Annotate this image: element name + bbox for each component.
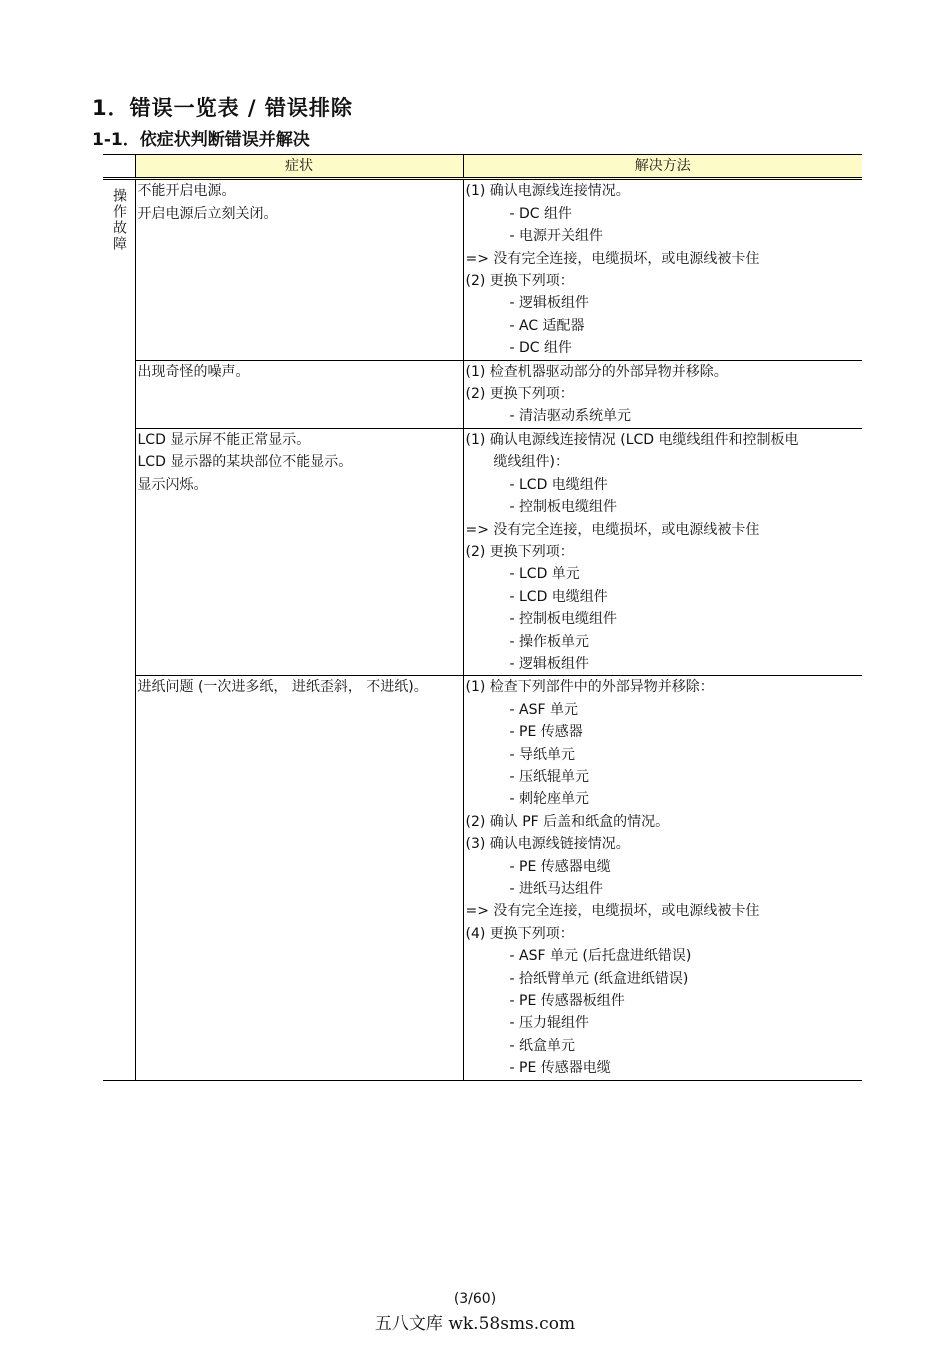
table-header-row [103, 155, 862, 179]
solution-cell [463, 676, 862, 1080]
category-label: 操作故障 [110, 188, 127, 253]
solution-subitem: - PE 传感器电缆 [509, 858, 611, 875]
solution-subitem: - 拾纸臂单元 (纸盒进纸错误) [509, 970, 689, 987]
symptom-cell [135, 428, 463, 675]
solution-subitem: - AC 适配器 [509, 317, 585, 334]
table-row [103, 676, 862, 1080]
solution-step: (1) 检查下列部件中的外部异物并移除： [465, 679, 714, 696]
symptom-cell [135, 360, 463, 428]
symptom-line: 出现奇怪的噪声。 [137, 363, 250, 380]
solution-cell [463, 428, 862, 675]
symptom-cell [135, 676, 463, 1080]
solution-subitem: - 控制板电缆组件 [509, 499, 618, 516]
symptom-line: LCD 显示器的某块部位不能显示。 [137, 454, 353, 471]
solution-step: (2) 更换下列项： [465, 386, 574, 403]
solution-subitem: - PE 传感器板组件 [509, 993, 625, 1010]
section-heading: 1．错误一览表 / 错误排除 [92, 96, 353, 120]
solution-step: (4) 更换下列项： [465, 925, 574, 942]
table-row [103, 428, 862, 675]
solution-subitem: - 清洁驱动系统单元 [509, 408, 632, 425]
table-row [103, 360, 862, 428]
solution-step: => 没有完全连接，电缆损坏，或电源线被卡住 [465, 250, 760, 267]
solution-subitem: - LCD 电缆组件 [509, 588, 608, 605]
solution-subitem: - 纸盒单元 [509, 1037, 576, 1054]
solution-step: (2) 更换下列项： [465, 543, 574, 560]
solution-subitem: - DC 组件 [509, 205, 573, 222]
header-symptom: 症状 [135, 155, 463, 179]
symptom-line: LCD 显示屏不能正常显示。 [137, 431, 311, 448]
solution-subitem: - LCD 电缆组件 [509, 476, 608, 493]
solution-subitem: - 逻辑板组件 [509, 655, 590, 672]
category-cell [103, 179, 135, 1080]
symptom-line: 不能开启电源。 [137, 183, 236, 200]
solution-subitem: - DC 组件 [509, 340, 573, 357]
solution-subitem: - PE 传感器电缆 [509, 1060, 611, 1077]
page-number: (3/60) [453, 1291, 497, 1307]
symptom-line: 开启电源后立刻关闭。 [137, 205, 278, 222]
solution-subitem: - 压力辊组件 [509, 1015, 590, 1032]
solution-step: => 没有完全连接，电缆损坏，或电源线被卡住 [465, 903, 760, 920]
solution-step: (2) 更换下列项： [465, 273, 574, 290]
symptom-line: 显示闪烁。 [137, 476, 208, 493]
solution-step: (1) 检查机器驱动部分的外部异物并移除。 [465, 363, 728, 380]
solution-step: 缆线组件)： [493, 454, 569, 471]
symptom-cell [135, 179, 463, 360]
solution-subitem: - 操作板单元 [509, 633, 590, 650]
solution-subitem: - 导纸单元 [509, 746, 576, 763]
header-solution: 解决方法 [463, 155, 862, 179]
troubleshooting-table [103, 154, 862, 1081]
solution-step: (3) 确认电源线链接情况。 [465, 836, 630, 853]
solution-step: (2) 确认 PF 后盖和纸盒的情况。 [465, 813, 670, 830]
solution-subitem: - 压纸辊单元 [509, 768, 590, 785]
solution-step: (1) 确认电源线连接情况。 [465, 183, 630, 200]
solution-subitem: - 刺轮座单元 [509, 791, 590, 808]
header-blank-cell [103, 155, 135, 179]
solution-subitem: - 逻辑板组件 [509, 295, 590, 312]
solution-subitem: - 控制板电缆组件 [509, 611, 618, 628]
solution-subitem: - 电源开关组件 [509, 228, 604, 245]
solution-cell [463, 360, 862, 428]
solution-subitem: - PE 传感器 [509, 724, 583, 741]
solution-subitem: - LCD 单元 [509, 566, 580, 583]
solution-cell [463, 179, 862, 360]
solution-subitem: - ASF 单元 (后托盘进纸错误) [509, 948, 692, 965]
symptom-line: 进纸问题 (一次进多纸， 进纸歪斜， 不进纸)。 [137, 679, 428, 696]
table-body [103, 179, 862, 1080]
site-watermark: 五八文库 wk.58sms.com [374, 1314, 576, 1334]
solution-step: (1) 确认电源线连接情况 (LCD 电缆线组件和控制板电 [465, 431, 799, 448]
solution-subitem: - ASF 单元 [509, 701, 578, 718]
solution-step: => 没有完全连接，电缆损坏，或电源线被卡住 [465, 521, 760, 538]
subsection-heading: 1-1．依症状判断错误并解决 [92, 130, 310, 150]
solution-subitem: - 进纸马达组件 [509, 881, 604, 897]
table-row [103, 179, 862, 360]
